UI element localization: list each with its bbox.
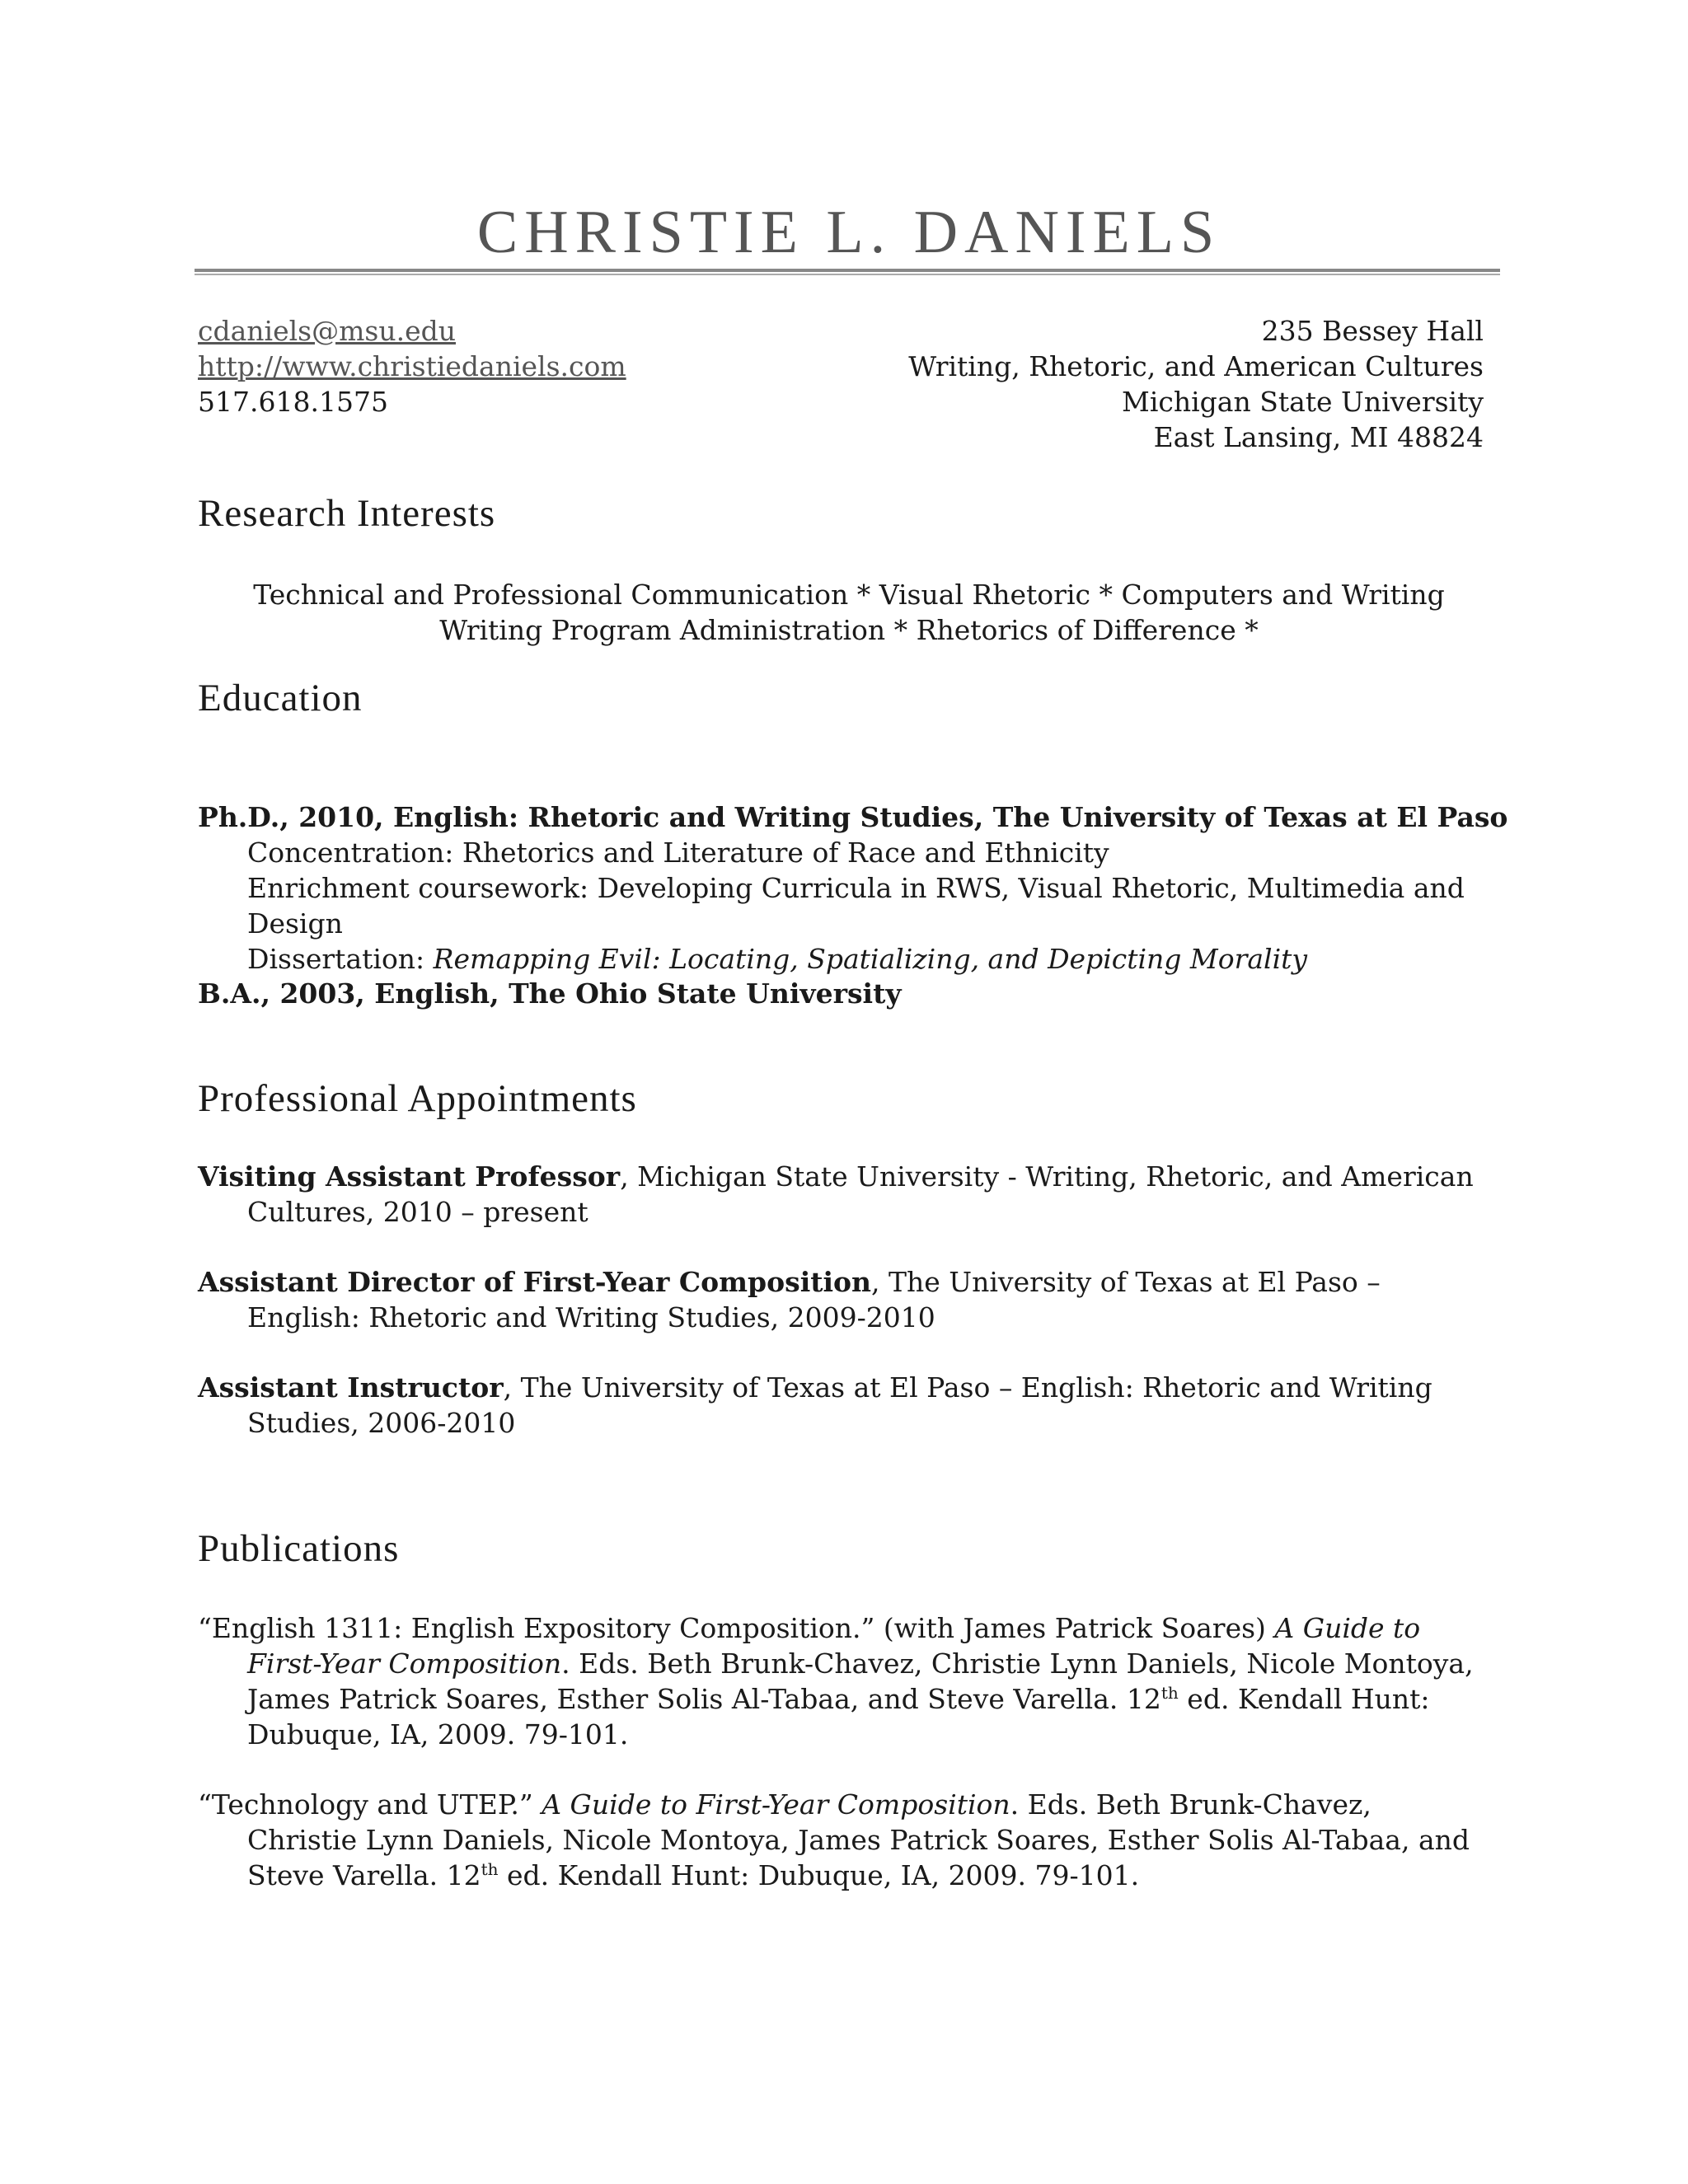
- phd-enrichment: Enrichment coursework: Developing Curricula in RWS, Visual Rhetoric, Multimedia and Design: [247, 872, 1465, 940]
- phone: 517.618.1575: [198, 386, 388, 418]
- section-title-appointments: Professional Appointments: [198, 1077, 637, 1120]
- section-title-publications: Publications: [198, 1527, 400, 1570]
- phd-heading: Ph.D., 2010, English: Rhetoric and Writing Studies, The University of Texas at El Paso: [198, 801, 1508, 833]
- pub-superscript: th: [481, 1859, 499, 1879]
- appointment-item: [198, 1159, 1500, 1230]
- research-interests: [198, 577, 1500, 648]
- contact-address: [908, 313, 1484, 455]
- publication-item: [198, 1787, 1484, 1893]
- appointment-detail: , The University of Texas at El Paso – English: Rhetoric and Writing Studies, 2006-2010: [247, 1371, 1432, 1439]
- section-title-research: Research Interests: [198, 492, 496, 535]
- address-line: Michigan State University: [1122, 386, 1484, 418]
- ba-heading: B.A., 2003, English, The Ohio State University: [198, 977, 902, 1010]
- address-line: Writing, Rhetoric, and American Cultures: [908, 350, 1484, 382]
- pub-text: . Eds. Beth Brunk-Chavez, Christie Lynn Daniels, Nicole Montoya, James Patrick Soares, Esther Solis Al-Tabaa, and Steve Varella. 12: [247, 1647, 1474, 1715]
- pub-text: . Eds. Beth Brunk-Chavez, Christie Lynn Daniels, Nicole Montoya, James Patrick Soares, Esther Solis Al-Tabaa, and Steve Varella. 12: [247, 1788, 1470, 1891]
- contact-left: [198, 313, 626, 419]
- header-rule-secondary: [195, 274, 1500, 275]
- appointment-detail: , Michigan State University - Writing, Rhetoric, and American Cultures, 2010 – present: [247, 1160, 1474, 1228]
- address-line: East Lansing, MI 48824: [1153, 421, 1484, 453]
- pub-text: ed. Kendall Hunt: Dubuque, IA, 2009. 79-101.: [498, 1859, 1140, 1891]
- address-line: 235 Bessey Hall: [1261, 315, 1484, 347]
- header-rule: [195, 269, 1500, 272]
- phd-concentration: Concentration: Rhetorics and Literature of Race and Ethnicity: [247, 837, 1109, 869]
- appointment-detail: , The University of Texas at El Paso – English: Rhetoric and Writing Studies, 2009-2010: [247, 1266, 1381, 1333]
- pub-text: “Technology and UTEP.”: [198, 1788, 542, 1821]
- dissertation-title: Remapping Evil: Locating, Spatializing, and Depicting Morality: [433, 943, 1308, 975]
- appointment-role: Assistant Instructor: [198, 1371, 504, 1404]
- website-link[interactable]: http://www.christiedaniels.com: [198, 350, 626, 382]
- appointment-role: Assistant Director of First-Year Composition: [198, 1266, 872, 1298]
- education-ba: [198, 976, 1533, 1011]
- pub-text: “English 1311: English Expository Composition.” (with James Patrick Soares): [198, 1612, 1275, 1644]
- email-link[interactable]: cdaniels@msu.edu: [198, 315, 456, 347]
- interests-line: Writing Program Administration * Rhetorics of Difference *: [439, 614, 1259, 646]
- pub-superscript: th: [1160, 1683, 1179, 1703]
- cv-name: CHRISTIE L. DANIELS: [476, 199, 1221, 266]
- pub-book-title: A Guide to First-Year Composition: [542, 1788, 1010, 1821]
- appointment-role: Visiting Assistant Professor: [198, 1160, 621, 1193]
- education-phd: [198, 799, 1533, 977]
- pub-book-title: A Guide to First-Year Composition: [247, 1612, 1421, 1680]
- publication-item: [198, 1610, 1484, 1752]
- interests-line: Technical and Professional Communication * Visual Rhetoric * Computers and Writing: [253, 579, 1445, 611]
- dissertation-label: Dissertation:: [247, 943, 434, 975]
- section-title-education: Education: [198, 677, 363, 719]
- pub-text: ed. Kendall Hunt: Dubuque, IA, 2009. 79-101.: [247, 1683, 1430, 1750]
- appointment-item: [198, 1264, 1500, 1335]
- appointment-item: [198, 1370, 1500, 1441]
- cv-page: [198, 0, 1508, 2184]
- phd-dissertation: [198, 941, 1533, 977]
